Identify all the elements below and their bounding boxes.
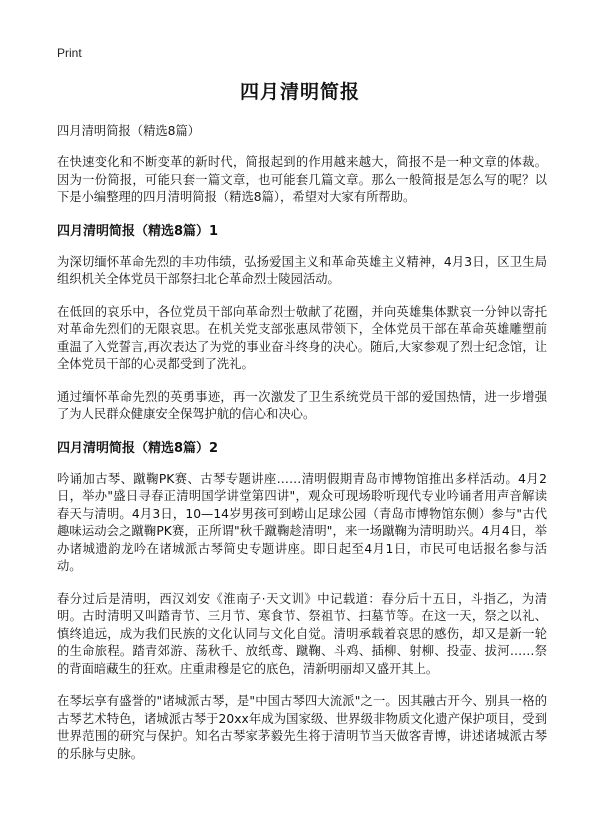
paragraph: 通过缅怀革命先烈的英勇事迹，再一次激发了卫生系统党员干部的爱国热情，进一步增强了为人民群众健康安全保驾护航的信心和决心。	[57, 389, 547, 421]
page-title: 四月清明简报	[239, 81, 360, 103]
section-1	[57, 222, 547, 424]
section-2	[57, 439, 547, 764]
paragraph: 春分过后是清明，西汉刘安《淮南子·天文训》中记载道：春分后十五日，斗指乙，为清明。古时清明又叫踏青节、三月节、寒食节、祭祖节、扫墓节等。在这一天，祭之以礼、慎终追远，成为我们民族的文化认同与文化自觉。清明承载着哀思的感伤，却又是新一轮的生命旅程。踏青郊游、荡秋千、放纸鸢、蹴鞠、斗鸡、插柳、射柳、投壶、拔河……祭的背面暗藏生的狂欢。庄重肃穆是它的底色，清新明丽却又盛开其上。	[57, 591, 547, 676]
section-heading: 四月清明简报（精选8篇）1	[57, 223, 219, 239]
intro-paragraph: 在快速变化和不断变革的新时代，简报起到的作用越来越大，简报不是一种文章的体裁。因为一份简报，可能只套一篇文章，也可能套几篇文章。那么一般简报是怎么写的呢？以下是小编整理的四月清明简报（精选8篇），希望对大家有所帮助。	[57, 155, 547, 204]
article-body	[57, 122, 547, 778]
paragraph: 在低回的哀乐中，各位党员干部向革命烈士敬献了花圈，并向英雄集体默哀一分钟以寄托对革命先烈们的无限哀思。在机关党支部张惠凤带领下，全体党员干部在革命英雄雕塑前重温了入党誓言,再次表达了为党的事业奋斗终身的决心。随后,大家参观了烈士纪念馆，让全体党员干部的心灵都受到了洗礼。	[57, 304, 547, 371]
print-link[interactable]: Print	[57, 46, 82, 60]
article-subtitle: 四月清明简报（精选8篇）	[57, 124, 201, 138]
section-heading: 四月清明简报（精选8篇）2	[57, 440, 219, 456]
paragraph: 吟诵加古琴、蹴鞠PK赛、古琴专题讲座……清明假期青岛市博物馆推出多样活动。4月2日，举办"盛日寻春正清明国学讲堂第四讲"，观众可现场聆听现代专业吟诵者用声音解读春天与清明。4月3日，10—14岁男孩可到崂山足球公园（青岛市博物馆东侧）参与"古代趣味运动会之蹴鞠PK赛，正所谓"秋千蹴鞠趁清明"，来一场蹴鞠为清明助兴。4月4日，举办诸城遗韵龙吟在诸城派古琴简史专题讲座。即日起至4月1日，市民可电话报名参与活动。	[57, 471, 547, 573]
paragraph: 在琴坛享有盛誉的"诸城派古琴，是"中国古琴四大流派"之一。因其融古开今、别具一格的古琴艺术特色，诸城派古琴于20xx年成为国家级、世界级非物质文化遗产保护项目，受到世界范围的研究与保护。知名古琴家茅毅先生将于清明节当天做客青博，讲述诸城派古琴的乐脉与史脉。	[57, 694, 547, 761]
paragraph: 为深切缅怀革命先烈的丰功伟绩，弘扬爱国主义和革命英雄主义精神，4月3日，区卫生局组织机关全体党员干部祭扫北仑革命烈士陵园活动。	[57, 254, 547, 286]
